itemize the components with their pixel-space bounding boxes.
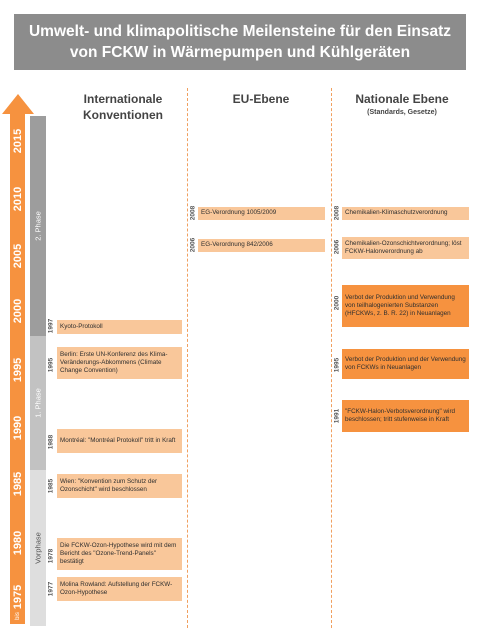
year-label-1975: 1975 (11, 584, 24, 610)
event-box-ozone-trend-panel (57, 538, 182, 570)
column-header-international: Internationale Konventionen (83, 92, 163, 122)
event-year: 1997 (47, 318, 55, 334)
event-year: 1978 (47, 548, 55, 564)
event-text: Verbot der Produktion und der Verwendung von FCKWs in Neuanlagen (345, 355, 466, 371)
event-year: 1988 (47, 434, 55, 450)
phase-bar-vorphase (30, 470, 46, 626)
title-banner (14, 14, 466, 70)
event-text: Wien: "Konvention zum Schutz der Ozonschicht" wird beschlossen (60, 477, 158, 493)
event-year: 2006 (189, 237, 197, 253)
column-header-national (334, 91, 470, 118)
event-year: 1985 (47, 478, 55, 494)
event-box-molina-rowland (57, 577, 182, 601)
event-box-eg-1005-2009 (198, 207, 325, 220)
phase-1-label: 1. Phase (33, 388, 43, 418)
year-label-1980: 1980 (11, 530, 24, 556)
column-divider-1 (187, 88, 188, 628)
event-box-chemikalien-klimaschutz (342, 207, 469, 220)
event-box-chemikalien-ozonschicht (342, 237, 469, 259)
event-text: Molina Rowland: Aufstellung der FCKW-Ozon-Hypothese (60, 580, 173, 596)
event-text: Berlin: Erste UN-Konferenz des Klima-Veränderungs-Abkommens (Climate Change Convention) (60, 350, 168, 375)
vorphase-label: Vorphase (33, 532, 43, 564)
event-box-eg-842-2006 (198, 239, 325, 252)
phase-bar-1 (30, 336, 46, 470)
event-year: 2006 (333, 239, 341, 255)
event-text: "FCKW-Halon-Verbotsverordnung" wird beschlossen; tritt stufenweise in Kraft (345, 407, 456, 423)
event-text: EG-Verordnung 1005/2009 (201, 209, 277, 217)
event-year: 2008 (189, 205, 197, 221)
event-box-montreal (57, 429, 182, 453)
year-label-bis: bis (14, 612, 21, 620)
column-header-national-title: Nationale Ebene (355, 92, 449, 106)
event-text: Chemikalien-Ozonschichtverordnung; löst FCKW-Halonverordnung ab (345, 239, 462, 255)
year-label-2010: 2010 (11, 186, 24, 212)
phase-bar-2 (30, 116, 46, 336)
year-label-2000: 2000 (11, 298, 24, 324)
year-label-1990: 1990 (11, 415, 24, 441)
event-box-kyoto (57, 320, 182, 334)
year-label-2015: 2015 (11, 128, 24, 154)
event-box-berlin (57, 347, 182, 379)
event-year: 1991 (333, 408, 341, 424)
event-box-wien (57, 474, 182, 498)
event-year: 2000 (333, 295, 341, 311)
title-line-1: Umwelt- und klimapolitische Meilensteine für den Einsatz (28, 23, 452, 40)
event-text: Chemikalien-Klimaschutzverordnung (345, 209, 448, 217)
year-label-1985: 1985 (11, 471, 24, 497)
event-text: Verbot der Produktion und Verwendung von teilhalogenierten Substanzen (HFCKWs, z. B. R. 22) in Neuanlagen (345, 293, 455, 318)
event-box-fckw-halon-verbot (342, 400, 469, 432)
event-year: 1995 (47, 357, 55, 373)
event-box-verbot-hfckw (342, 285, 469, 327)
time-arrow-head (2, 94, 34, 114)
event-text: EG-Verordnung 842/2006 (201, 241, 273, 249)
event-text: Kyoto-Protokoll (60, 322, 103, 330)
year-label-1995: 1995 (11, 357, 24, 383)
title-line-2: von FCKW in Wärmepumpen und Kühlgeräten (69, 44, 411, 61)
phase-2-label: 2. Phase (33, 211, 43, 241)
column-divider-2 (331, 88, 332, 628)
column-header-eu: EU-Ebene (232, 92, 290, 106)
column-header-national-subtitle: (Standards, Gesetze) (367, 109, 437, 116)
event-year: 1977 (47, 581, 55, 597)
event-text: Die FCKW-Ozon-Hypothese wird mit dem Bericht des "Ozone-Trend-Panels" bestätigt (60, 541, 177, 566)
event-year: 1995 (333, 357, 341, 373)
year-label-2005: 2005 (11, 243, 24, 269)
event-box-verbot-fckw (342, 349, 469, 379)
event-text: Montréal: "Montréal Protokoll" tritt in Kraft (60, 436, 176, 444)
event-year: 2008 (333, 205, 341, 221)
